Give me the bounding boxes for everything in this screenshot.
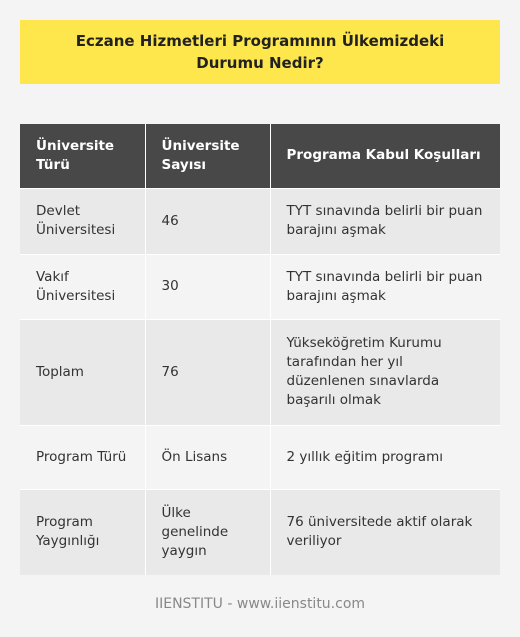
table-cell: Toplam (20, 319, 145, 425)
table-cell: 76 (145, 319, 270, 425)
header-admission-conditions: Programa Kabul Koşulları (270, 124, 500, 188)
table-cell: 76 üniversitede aktif olarak veriliyor (270, 489, 500, 575)
table-cell: TYT sınavında belirli bir puan barajını aşmak (270, 254, 500, 319)
table-cell: Vakıf Üniversitesi (20, 254, 145, 319)
table-cell: 2 yıllık eğitim programı (270, 425, 500, 489)
table-header-row (20, 124, 500, 188)
table-cell: TYT sınavında belirli bir puan barajını aşmak (270, 188, 500, 254)
table-cell: 46 (145, 188, 270, 254)
table-cell: Program Yaygınlığı (20, 489, 145, 575)
table-row (20, 489, 500, 575)
table-row (20, 188, 500, 254)
header-university-type: Üniversite Türü (20, 124, 145, 188)
table-row (20, 425, 500, 489)
title-banner (20, 20, 500, 84)
table-row (20, 254, 500, 319)
table-cell: Ön Lisans (145, 425, 270, 489)
footer-credit: IIENSTITU - www.iienstitu.com (154, 596, 366, 612)
table-cell: Program Türü (20, 425, 145, 489)
table-cell: 30 (145, 254, 270, 319)
table-cell: Devlet Üniversitesi (20, 188, 145, 254)
page-title: Eczane Hizmetleri Programının Ülkemizdeki Durumu Nedir? (75, 32, 445, 72)
table-cell: Ülke genelinde yaygın (145, 489, 270, 575)
header-university-count: Üniversite Sayısı (145, 124, 270, 188)
table-cell: Yükseköğretim Kurumu tarafından her yıl düzenlenen sınavlarda başarılı olmak (270, 319, 500, 425)
table-row (20, 319, 500, 425)
university-table (20, 124, 500, 575)
